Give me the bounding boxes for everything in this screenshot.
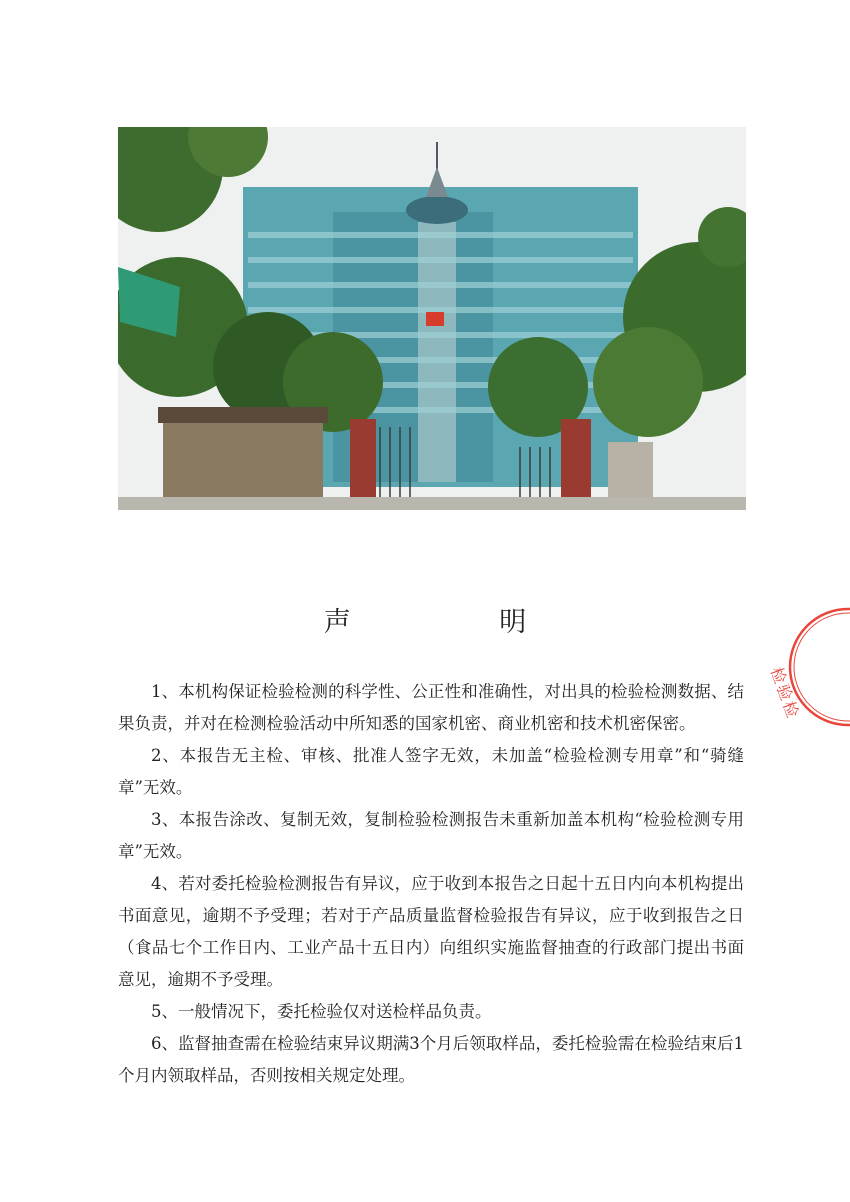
- statement-item-6: 6、监督抽查需在检验结束异议期满3个月后领取样品，委托检验需在检验结束后1个月内领取样品，否则按相关规定处理。: [118, 1034, 744, 1085]
- statement-item-3: 3、本报告涂改、复制无效，复制检验检测报告未重新加盖本机构“检验检测专用章”无效。: [118, 810, 744, 861]
- statement-item-4: 4、若对委托检验检测报告有异议，应于收到本报告之日起十五日内向本机构提出书面意见，逾期不予受理；若对于产品质量监督检验报告有异议，应于收到报告之日（食品七个工作日内、工业产品十五日内）向组织实施监督抽查的行政部门提出书面意见，逾期不予受理。: [118, 874, 744, 989]
- statement-item-1: 1、本机构保证检验检测的科学性、公正性和准确性，对出具的检验检测数据、结果负责，并对在检测检验活动中所知悉的国家机密、商业机密和技术机密保密。: [118, 682, 744, 733]
- svg-text:检验检: 检验检: [766, 664, 804, 722]
- statement-item-5: 5、一般情况下，委托检验仅对送检样品负责。: [151, 1002, 492, 1021]
- page-title: 声 明: [323, 607, 597, 638]
- statement-body: [118, 676, 744, 1092]
- building-photo: [118, 127, 746, 510]
- statement-item-2: 2、本报告无主检、审核、批准人签字无效，未加盖“检验检测专用章”和“骑缝章”无效。: [118, 746, 744, 797]
- partial-seal-stamp: [748, 605, 850, 730]
